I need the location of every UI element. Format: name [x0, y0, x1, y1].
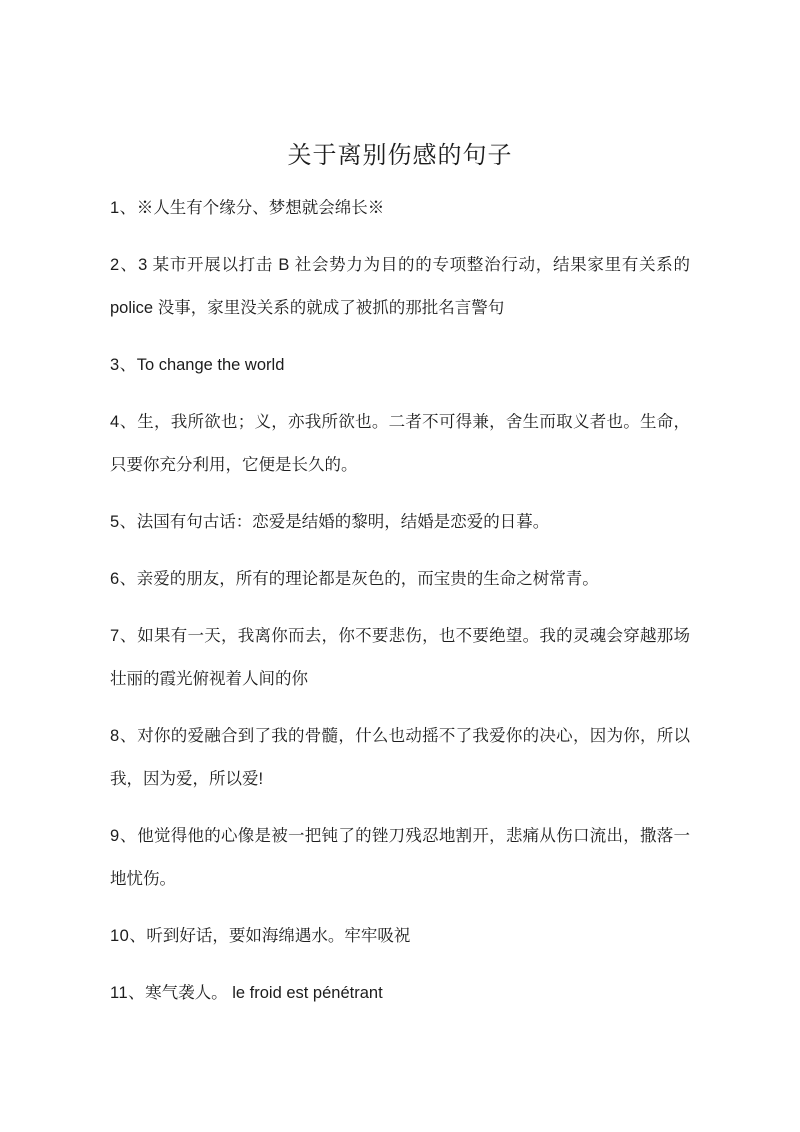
item-text: 听到好话，要如海绵遇水。牢牢吸祝	[146, 927, 411, 945]
item-text: 生，我所欲也；义，亦我所欲也。二者不可得兼，舍生而取义者也。生命，只要你充分利用，它便是长久的。	[110, 413, 690, 474]
list-item	[110, 715, 690, 801]
item-number: 1、	[110, 199, 137, 217]
list-item	[110, 558, 690, 601]
item-number: 3、	[110, 356, 137, 374]
list-item	[110, 187, 690, 230]
item-number: 4、	[110, 413, 138, 431]
item-text: 他觉得他的心像是被一把钝了的锉刀残忍地割开，悲痛从伤口流出，撒落一地忧伤。	[110, 827, 690, 888]
list-item	[110, 501, 690, 544]
item-number: 5、	[110, 513, 137, 531]
item-text: 法国有句古话：恋爱是结婚的黎明，结婚是恋爱的日暮。	[136, 513, 550, 531]
list-item	[110, 401, 690, 487]
list-item	[110, 244, 690, 330]
item-number: 6、	[110, 570, 137, 588]
item-text: 亲爱的朋友，所有的理论都是灰色的，而宝贵的生命之树常青。	[136, 570, 599, 588]
item-number: 10、	[110, 927, 147, 945]
list-item	[110, 915, 690, 958]
list-item	[110, 344, 690, 387]
item-number: 9、	[110, 827, 138, 845]
item-text: 对你的爱融合到了我的骨髓，什么也动摇不了我爱你的决心，因为你，所以我，因为爱，所以爱!	[110, 727, 690, 788]
list-item	[110, 815, 690, 901]
item-text: ※人生有个缘分、梦想就会绵长※	[136, 199, 385, 217]
page-title: 关于离别伤感的句子	[287, 142, 513, 169]
item-text: To change the world	[136, 356, 285, 374]
item-number: 8、	[110, 727, 138, 745]
item-text: 如果有一天，我离你而去，你不要悲伤，也不要绝望。我的灵魂会穿越那场壮丽的霞光俯视着人间的你	[110, 627, 690, 688]
item-text: 寒气袭人。 le froid est pénétrant	[145, 984, 383, 1002]
item-number: 11、	[110, 984, 146, 1002]
list-item	[110, 972, 690, 1015]
item-text: 3 某市开展以打击 B 社会势力为目的的专项整治行动，结果家里有关系的 police 没事，家里没关系的就成了被抓的那批名言警句	[110, 256, 691, 317]
list-item	[110, 615, 690, 701]
item-number: 2、	[110, 256, 139, 274]
item-number: 7、	[110, 627, 138, 645]
